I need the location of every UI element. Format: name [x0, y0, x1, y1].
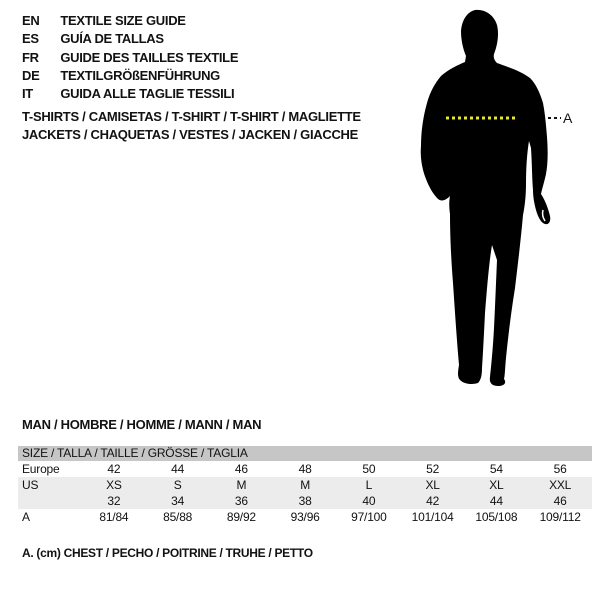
language-code: IT: [22, 86, 33, 102]
size-cell: XL: [425, 478, 440, 492]
size-cell: 101/104: [411, 510, 454, 524]
size-cell: XXL: [549, 478, 572, 492]
size-table: [18, 446, 592, 525]
category-line-jackets: JACKETS / CHAQUETAS / VESTES / JACKEN / GIACCHE: [22, 126, 358, 142]
hand-thumb-notch: [543, 210, 545, 221]
table-row-us: [18, 477, 592, 493]
language-title: TEXTILE SIZE GUIDE: [60, 13, 186, 28]
language-title: TEXTILGRÖßENFÜHRUNG: [60, 67, 220, 83]
row-label: US: [22, 478, 39, 492]
language-row: [22, 49, 238, 67]
size-cell: 44: [171, 462, 185, 476]
language-title: GUIDA ALLE TAGLIE TESSILI: [60, 86, 235, 102]
language-title: GUÍA DE TALLAS: [60, 31, 164, 47]
category-line-tshirts: T-SHIRTS / CAMISETAS / T-SHIRT / T-SHIRT / MAGLIETTE: [22, 109, 361, 124]
language-row: [22, 30, 238, 48]
language-code: DE: [22, 67, 40, 83]
size-cell: 81/84: [99, 510, 129, 524]
row-label: A: [22, 510, 30, 524]
size-cell: M: [300, 478, 311, 492]
language-code: FR: [22, 49, 39, 65]
size-cell: 46: [553, 494, 567, 508]
size-cell: 36: [234, 494, 248, 508]
size-cell: 97/100: [351, 510, 387, 524]
man-silhouette: [421, 10, 551, 386]
size-cell: L: [365, 478, 373, 492]
table-row-chest-a: [18, 509, 592, 525]
table-row-europe: [18, 461, 592, 477]
size-cell: 44: [489, 494, 503, 508]
size-cell: 52: [426, 462, 440, 476]
size-cell: 85/88: [163, 510, 193, 524]
size-cell: 93/96: [290, 510, 320, 524]
size-cell: 40: [362, 494, 376, 508]
size-cell: XS: [106, 478, 122, 492]
language-code: ES: [22, 31, 39, 47]
size-cell: 42: [426, 494, 440, 508]
size-cell: 54: [489, 462, 503, 476]
size-cell: 109/112: [539, 510, 581, 524]
garment-categories: [22, 108, 361, 143]
language-row: [22, 12, 238, 30]
size-cell: 42: [107, 462, 121, 476]
size-cell: 50: [362, 462, 376, 476]
size-cell: S: [173, 478, 182, 492]
size-table-header: SIZE / TALLA / TAILLE / GRÖSSE / TAGLIA: [18, 446, 592, 461]
language-row: [22, 85, 238, 103]
size-cell: 32: [107, 494, 121, 508]
language-row: [22, 67, 238, 85]
size-cell: 46: [234, 462, 248, 476]
measure-label-a: A: [563, 110, 573, 126]
table-row-us-numeric: [18, 493, 592, 509]
size-cell: 89/92: [226, 510, 256, 524]
size-cell: XL: [489, 478, 504, 492]
size-cell: 105/108: [475, 510, 518, 524]
row-label: Europe: [22, 462, 60, 476]
size-cell: 34: [171, 494, 185, 508]
size-cell: 38: [298, 494, 312, 508]
language-code: EN: [22, 13, 40, 28]
section-title-man: MAN / HOMBRE / HOMME / MANN / MAN: [22, 417, 262, 432]
row-label: [18, 493, 82, 509]
language-guide: [22, 12, 238, 103]
size-cell: 48: [298, 462, 312, 476]
language-title: GUIDE DES TAILLES TEXTILE: [60, 49, 239, 65]
chest-footnote: A. (cm) CHEST / PECHO / POITRINE / TRUHE / PETTO: [22, 546, 313, 560]
size-cell: M: [236, 478, 247, 492]
size-cell: 56: [553, 462, 567, 476]
